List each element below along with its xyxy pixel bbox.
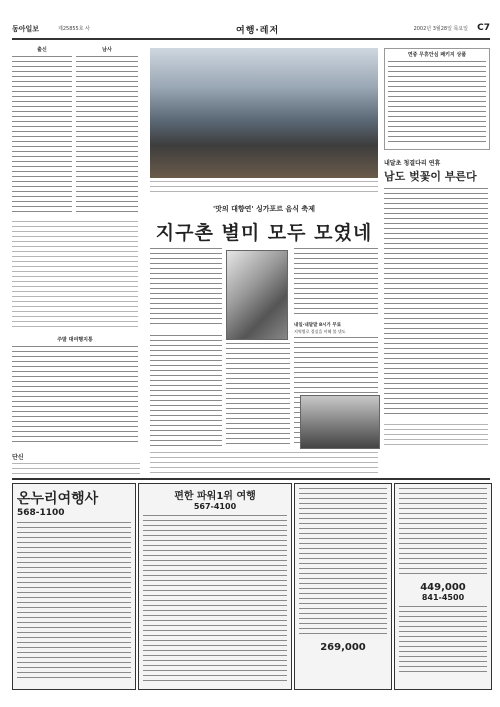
main-article-lead [150, 248, 222, 328]
ad-power-phone: 567-4100 [193, 502, 237, 511]
ad-power-name: 편한 파워1위 여행 [174, 491, 256, 502]
right-article-body [384, 188, 488, 418]
right-article-photo [300, 395, 380, 449]
left-table-c [12, 221, 138, 331]
short-news-title: 단신 [12, 454, 24, 461]
issue-date: 2002년 3월28일 목요일 [413, 26, 468, 32]
package-table-title: 연중 무휴안심 패키지 상품 [407, 52, 467, 58]
package-table [384, 48, 490, 150]
ad-onnuri-phone: 568-1100 [17, 508, 65, 518]
ad-right-price: 449,000 [420, 582, 466, 593]
left-table-title-b: 남사 [102, 47, 112, 53]
short-news-text [12, 463, 140, 475]
main-article-col3 [294, 248, 378, 318]
page-header [12, 22, 490, 40]
section-title: 여행·레저 [236, 26, 280, 36]
ad-right-listing-bottom [399, 606, 487, 676]
right-article-headline: 남도 벚꽃이 부른다 [384, 170, 477, 183]
ad-onnuri-travel[interactable] [12, 483, 136, 690]
right-article-kicker: 내달초 청결다리 연휴 [384, 160, 441, 167]
ad-onnuri-name: 온누리여행사 [17, 491, 99, 507]
ad-right-phone: 841-4500 [421, 593, 465, 602]
issue-number: 제25855호 사 [58, 26, 90, 32]
main-photo [150, 48, 378, 178]
left-table-title-a: 출신 [37, 47, 47, 53]
short-news [12, 452, 140, 474]
ad-right[interactable] [394, 483, 492, 690]
ad-center-right[interactable] [294, 483, 392, 690]
newspaper-logo: 동아일보 [12, 25, 40, 33]
ad-center-right-listing [299, 488, 387, 638]
left-table-bottom-title: 주말 대여행지통 [57, 337, 93, 343]
ad-power-travel[interactable] [138, 483, 292, 690]
page-number: C7 [477, 23, 490, 33]
right-article-end [384, 424, 488, 448]
ad-onnuri-listing [17, 522, 131, 682]
main-photo-caption [150, 181, 378, 195]
ad-center-right-price: 269,000 [320, 642, 366, 653]
main-article-col2 [226, 343, 290, 447]
main-article-sidebar-sub: 지역별로 결실을 이해 볼 넷도 [294, 329, 346, 334]
left-table-d [12, 346, 138, 446]
main-article-kicker: '맛의 대향연' 싱가포르 음식 축제 [213, 205, 315, 213]
ad-divider [12, 478, 490, 480]
left-table-a [12, 56, 72, 216]
package-table-rows [388, 61, 486, 145]
main-article-headline: 지구촌 별미 모두 모였네 [155, 222, 373, 244]
left-table-b [76, 56, 138, 216]
ad-power-listing [143, 515, 287, 681]
left-stats-panel [12, 46, 140, 446]
ad-right-listing-top [399, 488, 487, 578]
main-article-sidebar-label: 내일·내달말 8시가 무료 [294, 323, 342, 328]
main-article-footer [150, 452, 378, 474]
article-inset-photo [226, 250, 288, 340]
main-article-col1 [150, 335, 222, 447]
